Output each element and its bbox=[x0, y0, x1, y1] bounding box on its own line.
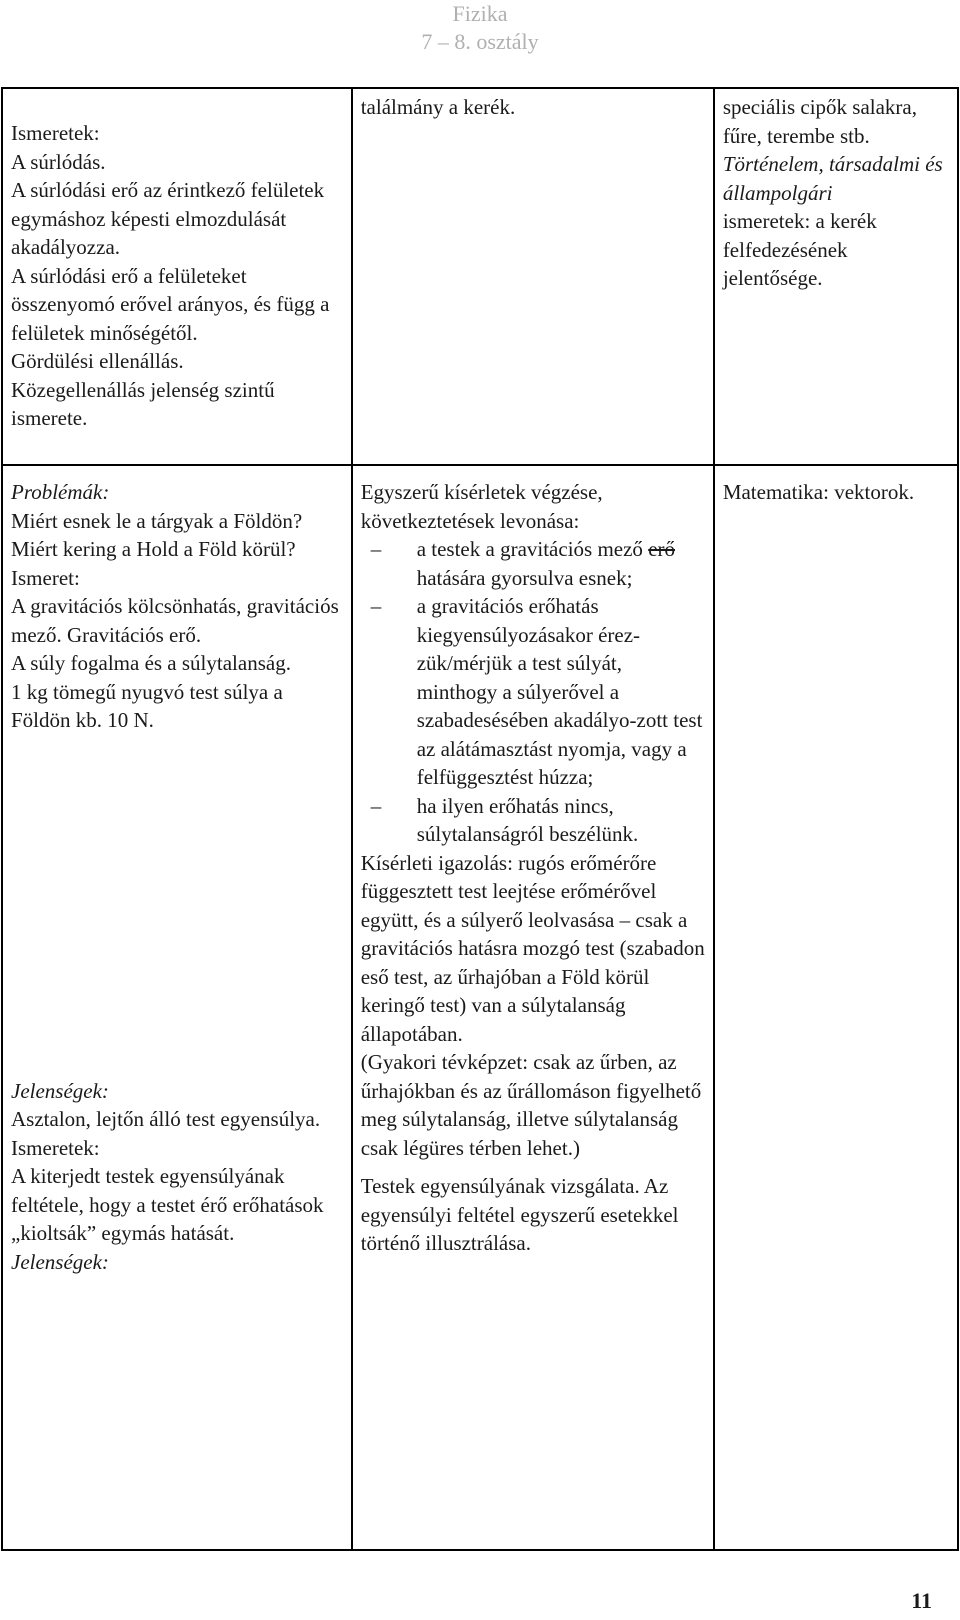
row1-col1-line: Gördülési ellenállás. bbox=[11, 349, 184, 373]
row1-col1-line: A súrlódás. bbox=[11, 149, 106, 174]
list-item bbox=[361, 535, 707, 592]
row1-col1-line: Közegellenállás jelenség szintű ismerete. bbox=[11, 377, 275, 430]
row1-col1-line: Ismeretek: bbox=[11, 121, 100, 145]
phenomena-heading: Jelenségek: bbox=[11, 1078, 109, 1103]
table-row bbox=[2, 465, 958, 1550]
knowledge2-heading: Ismeretek: bbox=[11, 1135, 100, 1160]
header-subject: Fizika bbox=[452, 1, 508, 26]
row1-col2-line: találmány a kerék. bbox=[360, 95, 516, 119]
row1-col3-plain1: speciális cipők salakra, fűre, terembe stb. bbox=[722, 95, 917, 148]
activity-list bbox=[361, 535, 707, 849]
list-item: – a gravitációs erőhatás kiegyensúlyozásakor érez-zük/mérjük a test súlyát, minthogy a súlyerővel a szabadesésében akadályo-zott test az alátámasztást nyomja, vagy a felfüggesztést húzza; bbox=[361, 592, 707, 792]
phenomena2-heading: Jelenségek: bbox=[11, 1249, 109, 1274]
header-grade: 7 – 8. osztály bbox=[421, 29, 539, 54]
row1-col3-plain2: ismeretek: a kerék felfedezésének jelentősége. bbox=[722, 209, 877, 290]
table-row bbox=[2, 88, 958, 465]
curriculum-table bbox=[1, 87, 959, 1551]
row1-knowledge-cell bbox=[2, 88, 352, 465]
bullet1-text: a testek a gravitációs mező bbox=[416, 537, 649, 561]
list-item: – ha ilyen erőhatás nincs, súlytalanságról beszélünk. bbox=[361, 792, 707, 849]
phenomena-text: Asztalon, lejtőn álló test egyensúlya. bbox=[11, 1107, 321, 1131]
page-number: 11 bbox=[911, 1588, 932, 1613]
struck-word: erő bbox=[648, 537, 676, 561]
experiment-text: Kísérleti igazolás: rugós erőmérőre függesztett test leejtése erőmérővel együtt, és a súlyerő leolvasása – csak a gravitációs hatásra mozgó test (szabadon eső test, az űrhajóban a Föld körül keringő test) van a súlytalanság állapotában. bbox=[360, 850, 705, 1046]
problems-heading: Problémák: bbox=[11, 480, 110, 504]
knowledge2-text: A kiterjedt testek egyensúlyának feltétele, hogy a testet érő erőhatások „kioltsák” egymás hatását. bbox=[11, 1164, 324, 1245]
row2-knowledge-cell bbox=[2, 465, 352, 1550]
row1-col1-line: A súrlódási erő az érintkező felületek egymáshoz képesti elmozdulását akadályozza. bbox=[11, 178, 325, 259]
row1-col3-italic: Történelem, társadalmi és állampolgári bbox=[722, 152, 943, 205]
bullet1-text-end: hatására gyorsulva esnek; bbox=[416, 565, 633, 590]
math-link: Matematika: vektorok. bbox=[722, 480, 915, 504]
knowledge-line: 1 kg tömegű nyugvó test súlya a Földön kb. 10 N. bbox=[11, 679, 283, 732]
balance-text: Testek egyensúlyának vizsgálata. Az egyensúlyi feltétel egyszerű esetekkel történő illusztrálása. bbox=[360, 1174, 679, 1255]
row2-links-cell bbox=[714, 465, 958, 1550]
row1-activity-cell bbox=[352, 88, 714, 465]
row1-links-cell bbox=[714, 88, 958, 465]
activity-intro: Egyszerű kísérletek végzése, következtetések levonása: bbox=[360, 480, 603, 533]
knowledge-line: A súly fogalma és a súlytalanság. bbox=[11, 651, 291, 675]
problems-text: Miért esnek le a tárgyak a Földön? Miért kering a Hold a Föld körül? bbox=[11, 508, 303, 561]
knowledge-line: A gravitációs kölcsönhatás, gravitációs mező. Gravitációs erő. bbox=[11, 594, 339, 647]
row1-col1-line: A súrlódási erő a felületeket összenyomó erővel arányos, és függ a felületek minőségétől. bbox=[11, 263, 330, 345]
knowledge-heading: Ismeret: bbox=[11, 565, 80, 590]
row2-activity-cell bbox=[352, 465, 714, 1550]
misconception-text: (Gyakori tévképzet: csak az űrben, az űrhajókban és az űrállomáson figyelhető meg súlytalanság, illetve súlytalanság csak légüres térben lehet.) bbox=[360, 1050, 702, 1160]
